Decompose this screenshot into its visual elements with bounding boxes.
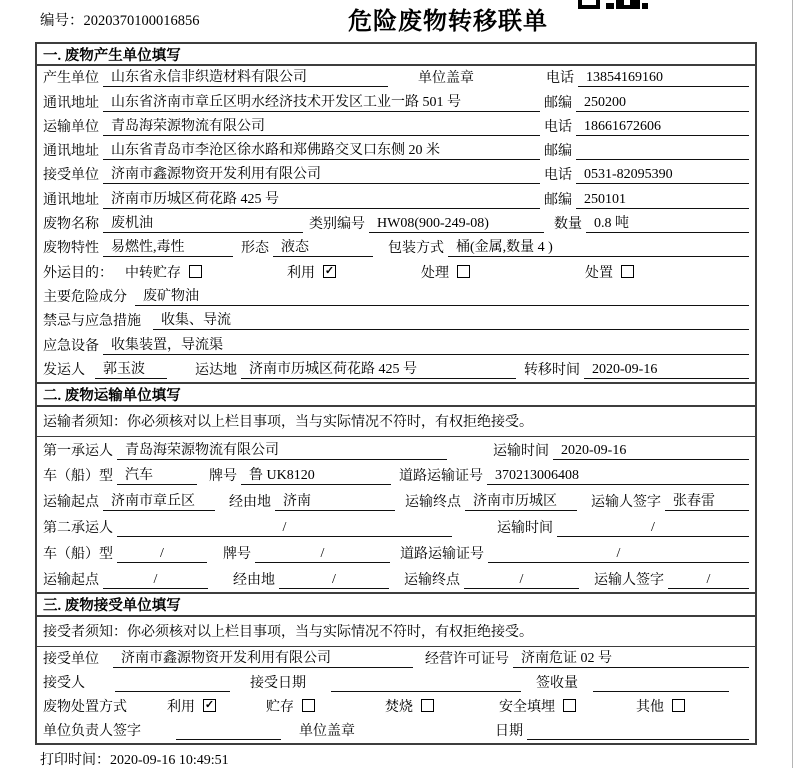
- via-place-2: [279, 571, 389, 589]
- seal-date: [527, 722, 749, 740]
- waste-category-code-text: HW08(900-249-08): [377, 216, 489, 232]
- waste-category-code: [369, 215, 544, 233]
- consignor-name: [95, 361, 167, 379]
- unit-seal-label-2: 单位盖章: [299, 723, 355, 739]
- field-label: 道路运输证号: [399, 469, 483, 485]
- transporter-signature-1-text: 张春雷: [673, 494, 715, 510]
- print-time-label: 打印时间：: [40, 753, 110, 768]
- waste-name: [103, 215, 303, 233]
- field-label: 运输人签字: [594, 572, 664, 588]
- disposal-storage-checkbox: [266, 696, 315, 716]
- field-label: 数量: [554, 217, 582, 233]
- field-label: 经由地: [229, 495, 271, 511]
- field-label: 邮编: [544, 144, 572, 160]
- second-carrier-row: [37, 514, 755, 540]
- transport-unit-phone: [576, 118, 749, 136]
- producer-address-text: 山东省济南市章丘区明水经济技术开发区工业一路 501 号: [111, 94, 461, 110]
- field-label: 发运人: [43, 362, 85, 378]
- producer-unit-row: [37, 66, 755, 90]
- field-label: 运输时间: [497, 521, 553, 537]
- field-label: 包装方式: [388, 241, 444, 257]
- transporter-signature-2-text: /: [706, 571, 711, 587]
- form-box: [35, 42, 757, 745]
- route-row-2: [37, 566, 755, 592]
- serial-label: 编号：: [40, 13, 84, 29]
- field-label: 运输单位: [43, 119, 99, 135]
- transport-date-2: [557, 519, 749, 537]
- transfer-date: [584, 361, 749, 379]
- waste-form: [273, 239, 373, 257]
- plate-number-2: [255, 545, 390, 563]
- producer-postcode: [576, 94, 749, 112]
- receiver-unit-postcode-text: 250101: [584, 191, 626, 207]
- field-label: 运输终点: [404, 572, 460, 588]
- disposal-utilize-checkbox-label: 利用: [167, 699, 195, 715]
- receiver-unit-address: [103, 191, 540, 209]
- disposal-utilize-checkbox-box: ✓: [204, 699, 215, 712]
- field-label: 废物名称: [43, 217, 99, 233]
- producer-name-text: 山东省永信非织造材料有限公司: [111, 70, 307, 86]
- plate-number-1: [241, 467, 391, 485]
- field-label: 应急设备: [43, 338, 99, 354]
- field-label: 第一承运人: [43, 443, 113, 459]
- taboo-measures-row: [37, 309, 755, 333]
- producer-postcode-text: 250200: [584, 94, 626, 110]
- field-label: 电话: [546, 71, 574, 87]
- receiver-unit-phone: [576, 166, 749, 184]
- business-license-no-text: 济南危证 02 号: [521, 650, 612, 666]
- waste-characteristics: [103, 239, 233, 257]
- transfer-purpose-row: [37, 260, 755, 284]
- producer-phone-text: 13854169160: [586, 70, 663, 86]
- emergency-equipment: [103, 337, 749, 355]
- qr-code-fragment: [578, 0, 648, 9]
- field-label: 经营许可证号: [425, 651, 509, 667]
- field-label: 废物特性: [43, 241, 99, 257]
- emergency-equipment-row: [37, 333, 755, 357]
- transport-date-1: [553, 442, 749, 460]
- first-carrier-name-text: 青岛海荣源物流有限公司: [125, 442, 279, 458]
- disposal-landfill-checkbox-label: 安全填埋: [499, 699, 555, 715]
- field-label: 牌号: [223, 546, 251, 562]
- packing-method-text: 桶(金属,数量 4 ): [456, 240, 553, 256]
- main-hazardous-components-text: 废矿物油: [143, 288, 199, 304]
- producer-address: [103, 94, 540, 112]
- print-time-value: 2020-09-16 10:49:51: [110, 753, 229, 768]
- vehicle-row-2: [37, 540, 755, 566]
- field-label: 运输终点: [405, 495, 461, 511]
- field-label: 转移时间: [524, 362, 580, 378]
- destination-text: 济南市历城区荷花路 425 号: [249, 361, 417, 377]
- field-label: 单位负责人签字: [43, 723, 141, 739]
- receiver-unit-name-text: 济南市鑫源物资开发利用有限公司: [111, 167, 321, 183]
- vehicle-type-2-text: /: [160, 545, 164, 561]
- section-producer: [37, 44, 755, 382]
- field-label: 电话: [544, 119, 572, 135]
- field-label: 接受单位: [43, 168, 99, 184]
- second-carrier-name: [117, 519, 452, 537]
- purpose-utilize-checkbox-label: 利用: [287, 265, 315, 281]
- field-label: 车（船）型: [43, 469, 113, 485]
- transport-destination-1-text: 济南市历城区: [473, 494, 557, 510]
- section-transporter: [37, 382, 755, 592]
- field-label: 邮编: [544, 192, 572, 208]
- disposal-other-checkbox-box: [672, 699, 685, 712]
- vehicle-type-1: [117, 467, 197, 485]
- field-label: 运达地: [195, 362, 237, 378]
- purpose-dispose-checkbox-box: [621, 265, 634, 278]
- unit-seal-label: 单位盖章: [418, 71, 474, 87]
- waste-form-text: 液态: [281, 240, 309, 256]
- field-label: 形态: [241, 241, 269, 257]
- transport-unit-address: [103, 142, 540, 160]
- transport-unit-address-text: 山东省青岛市李沧区徐水路和郑佛路交叉口东侧 20 米: [111, 143, 440, 159]
- serial-number: 2020370100016856: [83, 13, 200, 29]
- disposal-storage-checkbox-label: 贮存: [266, 699, 294, 715]
- receive-date: [331, 674, 521, 692]
- field-label: 接受日期: [250, 675, 306, 691]
- receiver-address-row: [37, 187, 755, 211]
- consignor-row: [37, 358, 755, 382]
- transport-unit-phone-text: 18661672606: [584, 118, 661, 134]
- main-hazardous-components: [135, 288, 749, 306]
- field-label: 运输人签字: [591, 495, 661, 511]
- section-receiver: [37, 592, 755, 743]
- purpose-utilize-checkbox: [287, 262, 336, 282]
- field-label: 经由地: [233, 572, 275, 588]
- producer-phone: [578, 69, 749, 87]
- field-label: 产生单位: [43, 71, 99, 87]
- receiving-unit-name: [113, 650, 413, 668]
- field-label: 道路运输证号: [400, 546, 484, 562]
- signature-row: [37, 719, 755, 743]
- vehicle-type-2: [117, 545, 207, 563]
- road-transport-license-2-text: /: [616, 545, 621, 561]
- print-time-line: [40, 749, 229, 769]
- plate-number-1-text: 鲁 UK8120: [249, 468, 315, 484]
- disposal-incinerate-checkbox-box: [421, 699, 434, 712]
- business-license-no: [513, 650, 749, 668]
- waste-property-row: [37, 236, 755, 260]
- field-label: 运输起点: [43, 572, 99, 588]
- field-label: 类别编号: [309, 217, 365, 233]
- hazard-components-row: [37, 285, 755, 309]
- section-receiver-notice: 接受者须知：你必须核对以上栏目事项，当与实际情况不符时，有权拒绝接受。: [37, 617, 755, 647]
- field-label: 第二承运人: [43, 521, 113, 537]
- field-label: 通讯地址: [43, 95, 99, 111]
- road-transport-license-1-text: 370213006408: [495, 468, 579, 484]
- purpose-utilize-checkbox-box: ✓: [324, 265, 335, 278]
- disposal-landfill-checkbox-box: [563, 699, 576, 712]
- section-receiver-title: 三. 废物接受单位填写: [37, 592, 755, 617]
- received-quantity: [593, 674, 729, 692]
- transport-address-row: [37, 139, 755, 163]
- vehicle-row-1: [37, 463, 755, 489]
- field-label: 禁忌与应急措施: [43, 314, 141, 330]
- producer-name: [103, 69, 388, 87]
- disposal-landfill-checkbox: [499, 696, 576, 716]
- road-transport-license-1: [487, 467, 749, 485]
- field-label: 邮编: [544, 95, 572, 111]
- purpose-dispose-checkbox-label: 处置: [585, 265, 613, 281]
- transport-unit-name-text: 青岛海荣源物流有限公司: [111, 118, 265, 134]
- field-label: 运输起点: [43, 495, 99, 511]
- section-transporter-notice: 运输者须知：你必须核对以上栏目事项，当与实际情况不符时，有权拒绝接受。: [37, 407, 755, 437]
- receiver-person: [115, 674, 230, 692]
- transport-origin-1-text: 济南市章丘区: [111, 494, 195, 510]
- disposal-incinerate-checkbox: [385, 696, 434, 716]
- purpose-transfer-storage-checkbox-box: [189, 265, 202, 278]
- plate-number-2-text: /: [320, 545, 325, 561]
- purpose-treat-checkbox: [421, 262, 470, 282]
- transport-origin-1: [103, 493, 215, 511]
- transporter-signature-2: [668, 571, 749, 589]
- transporter-signature-1: [665, 493, 749, 511]
- transport-date-1-text: 2020-09-16: [561, 442, 627, 458]
- purpose-treat-checkbox-label: 处理: [421, 265, 449, 281]
- purpose-treat-checkbox-box: [457, 265, 470, 278]
- disposal-incinerate-checkbox-label: 焚烧: [385, 699, 413, 715]
- producer-address-row: [37, 90, 755, 114]
- receiver-unit-phone-text: 0531-82095390: [584, 167, 673, 183]
- transport-unit-postcode: [576, 142, 749, 160]
- first-carrier-name: [117, 442, 447, 460]
- field-label: 主要危险成分: [43, 289, 127, 305]
- transport-destination-2: [464, 571, 579, 589]
- receiving-unit-row: [37, 647, 755, 671]
- field-label: 接受单位: [43, 651, 99, 667]
- transport-destination-1: [465, 493, 577, 511]
- via-place-1-text: 济南: [283, 494, 311, 510]
- field-label: 电话: [544, 168, 572, 184]
- transport-origin-2-text: /: [153, 571, 158, 587]
- emergency-equipment-text: 收集装置，导流渠: [111, 337, 223, 353]
- waste-name-row: [37, 212, 755, 236]
- transfer-date-text: 2020-09-16: [592, 361, 658, 377]
- first-carrier-row: [37, 437, 755, 463]
- disposal-utilize-checkbox: [167, 696, 216, 716]
- field-label: 通讯地址: [43, 192, 99, 208]
- section-transporter-title: 二. 废物运输单位填写: [37, 382, 755, 407]
- waste-quantity-text: 0.8 吨: [594, 216, 629, 232]
- destination: [241, 361, 516, 379]
- page-title: 危险废物转移联单: [348, 9, 548, 35]
- receiver-unit-postcode: [576, 191, 749, 209]
- transport-origin-2: [103, 571, 208, 589]
- field-label: 车（船）型: [43, 546, 113, 562]
- field-label: 牌号: [209, 469, 237, 485]
- purpose-transfer-storage-checkbox: [125, 262, 202, 282]
- unit-head-signature: [176, 722, 281, 740]
- purpose-dispose-checkbox: [585, 262, 634, 282]
- field-label: 外运目的：: [43, 265, 113, 281]
- field-label: 接受人: [43, 675, 85, 691]
- disposal-method-row: [37, 695, 755, 719]
- disposal-storage-checkbox-box: [302, 699, 315, 712]
- packing-method: [448, 239, 749, 257]
- transport-destination-2-text: /: [519, 571, 524, 587]
- vehicle-type-1-text: 汽车: [125, 468, 153, 484]
- field-label: 通讯地址: [43, 144, 99, 160]
- field-label: 日期: [495, 723, 523, 739]
- field-label: 废物处置方式: [43, 699, 127, 715]
- route-row-1: [37, 488, 755, 514]
- receiver-unit-address-text: 济南市历城区荷花路 425 号: [111, 191, 279, 207]
- via-place-1: [275, 493, 395, 511]
- section-producer-title: 一. 废物产生单位填写: [37, 44, 755, 66]
- transport-unit-name: [103, 118, 540, 136]
- waste-name-text: 废机油: [111, 216, 153, 232]
- taboo-emergency-measures: [153, 312, 749, 330]
- second-carrier-name-text: /: [282, 520, 287, 536]
- road-transport-license-2: [488, 545, 749, 563]
- field-label: 运输时间: [493, 443, 549, 459]
- consignor-name-text: 郭玉波: [103, 361, 145, 377]
- receiver-unit-row: [37, 163, 755, 187]
- via-place-2-text: /: [332, 571, 336, 587]
- transport-unit-row: [37, 115, 755, 139]
- page-edge-line: [792, 0, 793, 768]
- receiver-person-row: [37, 671, 755, 695]
- waste-quantity: [586, 215, 749, 233]
- taboo-emergency-measures-text: 收集、导流: [161, 313, 231, 329]
- disposal-other-checkbox-label: 其他: [636, 699, 664, 715]
- field-label: 签收量: [536, 675, 578, 691]
- receiver-unit-name: [103, 166, 540, 184]
- waste-characteristics-text: 易燃性,毒性: [111, 240, 185, 256]
- disposal-other-checkbox: [636, 696, 685, 716]
- receiving-unit-name-text: 济南市鑫源物资开发利用有限公司: [121, 650, 331, 666]
- purpose-transfer-storage-checkbox-label: 中转贮存: [125, 265, 181, 281]
- transport-date-2-text: /: [651, 520, 655, 536]
